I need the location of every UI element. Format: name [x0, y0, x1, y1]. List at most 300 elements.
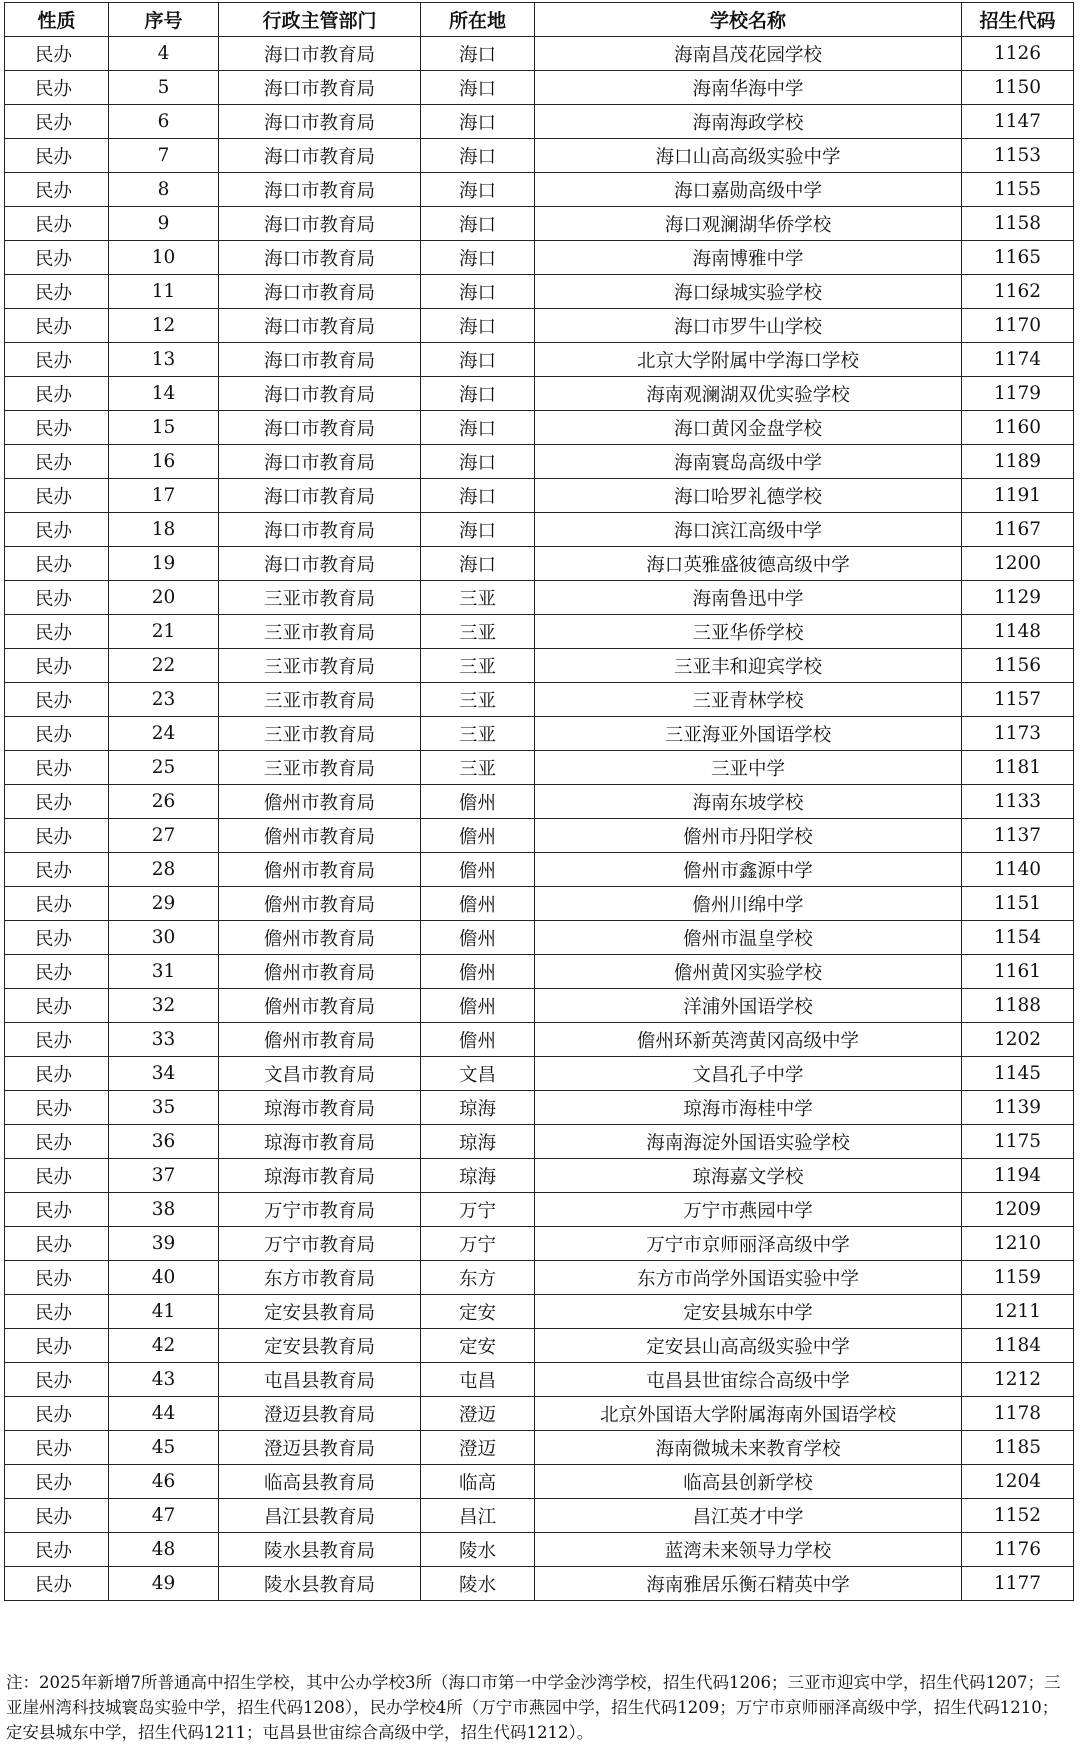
cell-nature: 民办 — [5, 751, 109, 785]
cell-school-name: 琼海市海桂中学 — [535, 1091, 962, 1125]
cell-nature: 民办 — [5, 921, 109, 955]
cell-location: 儋州 — [421, 819, 535, 853]
cell-school-name: 定安县城东中学 — [535, 1295, 962, 1329]
cell-school-name: 东方市尚学外国语实验中学 — [535, 1261, 962, 1295]
cell-code: 1175 — [962, 1125, 1074, 1159]
cell-seq: 24 — [109, 717, 219, 751]
cell-location: 海口 — [421, 411, 535, 445]
cell-nature: 民办 — [5, 717, 109, 751]
cell-school-name: 海南寰岛高级中学 — [535, 445, 962, 479]
cell-location: 琼海 — [421, 1091, 535, 1125]
cell-department: 儋州市教育局 — [219, 921, 421, 955]
cell-nature: 民办 — [5, 1567, 109, 1601]
cell-department: 三亚市教育局 — [219, 615, 421, 649]
cell-code: 1179 — [962, 377, 1074, 411]
cell-seq: 33 — [109, 1023, 219, 1057]
cell-school-name: 海口滨江高级中学 — [535, 513, 962, 547]
cell-seq: 7 — [109, 139, 219, 173]
cell-nature: 民办 — [5, 1329, 109, 1363]
cell-code: 1200 — [962, 547, 1074, 581]
cell-seq: 38 — [109, 1193, 219, 1227]
cell-department: 海口市教育局 — [219, 445, 421, 479]
cell-nature: 民办 — [5, 1091, 109, 1125]
cell-code: 1212 — [962, 1363, 1074, 1397]
cell-department: 三亚市教育局 — [219, 717, 421, 751]
cell-school-name: 儋州市丹阳学校 — [535, 819, 962, 853]
cell-school-name: 儋州川绵中学 — [535, 887, 962, 921]
cell-code: 1158 — [962, 207, 1074, 241]
cell-seq: 6 — [109, 105, 219, 139]
cell-seq: 20 — [109, 581, 219, 615]
cell-nature: 民办 — [5, 1431, 109, 1465]
table-row — [5, 649, 1074, 683]
cell-nature: 民办 — [5, 377, 109, 411]
table-row — [5, 751, 1074, 785]
cell-nature: 民办 — [5, 581, 109, 615]
cell-seq: 32 — [109, 989, 219, 1023]
header-location: 所在地 — [421, 3, 535, 37]
cell-location: 三亚 — [421, 683, 535, 717]
cell-code: 1194 — [962, 1159, 1074, 1193]
cell-seq: 35 — [109, 1091, 219, 1125]
cell-department: 海口市教育局 — [219, 105, 421, 139]
cell-department: 海口市教育局 — [219, 173, 421, 207]
cell-school-name: 海南雅居乐衡石精英中学 — [535, 1567, 962, 1601]
cell-department: 琼海市教育局 — [219, 1091, 421, 1125]
cell-code: 1157 — [962, 683, 1074, 717]
table-row — [5, 1329, 1074, 1363]
cell-school-name: 海南海政学校 — [535, 105, 962, 139]
cell-school-name: 三亚中学 — [535, 751, 962, 785]
cell-department: 陵水县教育局 — [219, 1567, 421, 1601]
cell-code: 1191 — [962, 479, 1074, 513]
cell-department: 三亚市教育局 — [219, 649, 421, 683]
cell-school-name: 儋州市鑫源中学 — [535, 853, 962, 887]
table-row — [5, 955, 1074, 989]
cell-department: 儋州市教育局 — [219, 955, 421, 989]
school-list-sheet — [4, 2, 1073, 1601]
cell-location: 琼海 — [421, 1125, 535, 1159]
cell-school-name: 儋州市温皇学校 — [535, 921, 962, 955]
table-row — [5, 819, 1074, 853]
cell-department: 琼海市教育局 — [219, 1125, 421, 1159]
cell-school-name: 海南微城未来教育学校 — [535, 1431, 962, 1465]
cell-code: 1126 — [962, 37, 1074, 71]
table-row — [5, 1057, 1074, 1091]
cell-seq: 23 — [109, 683, 219, 717]
cell-school-name: 儋州黄冈实验学校 — [535, 955, 962, 989]
cell-code: 1151 — [962, 887, 1074, 921]
cell-seq: 12 — [109, 309, 219, 343]
cell-nature: 民办 — [5, 1227, 109, 1261]
cell-location: 三亚 — [421, 717, 535, 751]
cell-location: 定安 — [421, 1329, 535, 1363]
cell-department: 海口市教育局 — [219, 309, 421, 343]
cell-department: 海口市教育局 — [219, 275, 421, 309]
table-row — [5, 275, 1074, 309]
cell-location: 三亚 — [421, 751, 535, 785]
table-row — [5, 1227, 1074, 1261]
table-row — [5, 989, 1074, 1023]
cell-nature: 民办 — [5, 989, 109, 1023]
table-row — [5, 479, 1074, 513]
cell-nature: 民办 — [5, 615, 109, 649]
cell-code: 1162 — [962, 275, 1074, 309]
cell-school-name: 万宁市京师丽泽高级中学 — [535, 1227, 962, 1261]
table-row — [5, 1499, 1074, 1533]
cell-code: 1140 — [962, 853, 1074, 887]
cell-nature: 民办 — [5, 853, 109, 887]
cell-location: 儋州 — [421, 887, 535, 921]
cell-code: 1139 — [962, 1091, 1074, 1125]
cell-department: 定安县教育局 — [219, 1295, 421, 1329]
cell-department: 东方市教育局 — [219, 1261, 421, 1295]
cell-code: 1176 — [962, 1533, 1074, 1567]
cell-code: 1209 — [962, 1193, 1074, 1227]
cell-department: 海口市教育局 — [219, 479, 421, 513]
table-row — [5, 1091, 1074, 1125]
cell-location: 文昌 — [421, 1057, 535, 1091]
cell-department: 海口市教育局 — [219, 139, 421, 173]
cell-department: 三亚市教育局 — [219, 683, 421, 717]
cell-department: 海口市教育局 — [219, 71, 421, 105]
cell-seq: 36 — [109, 1125, 219, 1159]
cell-school-name: 临高县创新学校 — [535, 1465, 962, 1499]
cell-nature: 民办 — [5, 649, 109, 683]
table-row — [5, 173, 1074, 207]
table-row — [5, 241, 1074, 275]
cell-code: 1137 — [962, 819, 1074, 853]
cell-nature: 民办 — [5, 37, 109, 71]
cell-location: 屯昌 — [421, 1363, 535, 1397]
table-row — [5, 1567, 1074, 1601]
cell-department: 定安县教育局 — [219, 1329, 421, 1363]
cell-department: 儋州市教育局 — [219, 887, 421, 921]
cell-seq: 47 — [109, 1499, 219, 1533]
cell-location: 定安 — [421, 1295, 535, 1329]
table-row — [5, 853, 1074, 887]
table-row — [5, 785, 1074, 819]
cell-location: 海口 — [421, 343, 535, 377]
cell-location: 万宁 — [421, 1193, 535, 1227]
cell-seq: 15 — [109, 411, 219, 445]
table-row — [5, 1533, 1074, 1567]
cell-seq: 19 — [109, 547, 219, 581]
cell-school-name: 定安县山高高级实验中学 — [535, 1329, 962, 1363]
cell-code: 1165 — [962, 241, 1074, 275]
cell-nature: 民办 — [5, 785, 109, 819]
cell-code: 1211 — [962, 1295, 1074, 1329]
cell-nature: 民办 — [5, 955, 109, 989]
cell-school-name: 海口绿城实验学校 — [535, 275, 962, 309]
cell-department: 万宁市教育局 — [219, 1193, 421, 1227]
cell-nature: 民办 — [5, 275, 109, 309]
cell-department: 儋州市教育局 — [219, 853, 421, 887]
table-row — [5, 1363, 1074, 1397]
cell-code: 1185 — [962, 1431, 1074, 1465]
cell-department: 儋州市教育局 — [219, 1023, 421, 1057]
cell-code: 1153 — [962, 139, 1074, 173]
cell-location: 海口 — [421, 37, 535, 71]
cell-code: 1189 — [962, 445, 1074, 479]
cell-location: 儋州 — [421, 1023, 535, 1057]
cell-seq: 48 — [109, 1533, 219, 1567]
cell-location: 东方 — [421, 1261, 535, 1295]
cell-seq: 34 — [109, 1057, 219, 1091]
table-row — [5, 445, 1074, 479]
cell-department: 屯昌县教育局 — [219, 1363, 421, 1397]
cell-nature: 民办 — [5, 1363, 109, 1397]
cell-seq: 42 — [109, 1329, 219, 1363]
cell-seq: 46 — [109, 1465, 219, 1499]
cell-seq: 22 — [109, 649, 219, 683]
table-row — [5, 921, 1074, 955]
cell-location: 海口 — [421, 139, 535, 173]
cell-department: 海口市教育局 — [219, 411, 421, 445]
cell-nature: 民办 — [5, 547, 109, 581]
cell-school-name: 海南华海中学 — [535, 71, 962, 105]
cell-nature: 民办 — [5, 1057, 109, 1091]
cell-seq: 9 — [109, 207, 219, 241]
cell-code: 1150 — [962, 71, 1074, 105]
cell-nature: 民办 — [5, 207, 109, 241]
cell-seq: 43 — [109, 1363, 219, 1397]
cell-nature: 民办 — [5, 1465, 109, 1499]
cell-school-name: 海南博雅中学 — [535, 241, 962, 275]
school-table — [4, 2, 1074, 1601]
cell-seq: 44 — [109, 1397, 219, 1431]
cell-code: 1152 — [962, 1499, 1074, 1533]
cell-seq: 40 — [109, 1261, 219, 1295]
cell-code: 1161 — [962, 955, 1074, 989]
table-row — [5, 683, 1074, 717]
cell-location: 临高 — [421, 1465, 535, 1499]
cell-seq: 28 — [109, 853, 219, 887]
cell-school-name: 文昌孔子中学 — [535, 1057, 962, 1091]
table-row — [5, 513, 1074, 547]
cell-code: 1210 — [962, 1227, 1074, 1261]
cell-seq: 30 — [109, 921, 219, 955]
cell-nature: 民办 — [5, 1261, 109, 1295]
cell-location: 海口 — [421, 105, 535, 139]
cell-code: 1202 — [962, 1023, 1074, 1057]
cell-location: 海口 — [421, 173, 535, 207]
cell-nature: 民办 — [5, 241, 109, 275]
cell-code: 1174 — [962, 343, 1074, 377]
cell-location: 儋州 — [421, 853, 535, 887]
cell-seq: 25 — [109, 751, 219, 785]
cell-school-name: 海口观澜湖华侨学校 — [535, 207, 962, 241]
cell-location: 三亚 — [421, 615, 535, 649]
cell-department: 儋州市教育局 — [219, 785, 421, 819]
table-row — [5, 887, 1074, 921]
cell-location: 海口 — [421, 547, 535, 581]
cell-department: 万宁市教育局 — [219, 1227, 421, 1261]
cell-school-name: 海口山高高级实验中学 — [535, 139, 962, 173]
cell-school-name: 蓝湾未来领导力学校 — [535, 1533, 962, 1567]
cell-location: 海口 — [421, 445, 535, 479]
cell-school-name: 洋浦外国语学校 — [535, 989, 962, 1023]
cell-nature: 民办 — [5, 513, 109, 547]
table-row — [5, 1193, 1074, 1227]
cell-code: 1148 — [962, 615, 1074, 649]
cell-school-name: 三亚青林学校 — [535, 683, 962, 717]
cell-location: 儋州 — [421, 955, 535, 989]
table-row — [5, 717, 1074, 751]
cell-code: 1154 — [962, 921, 1074, 955]
cell-location: 海口 — [421, 479, 535, 513]
cell-nature: 民办 — [5, 1023, 109, 1057]
cell-nature: 民办 — [5, 479, 109, 513]
cell-school-name: 三亚海亚外国语学校 — [535, 717, 962, 751]
table-row — [5, 547, 1074, 581]
cell-school-name: 昌江英才中学 — [535, 1499, 962, 1533]
table-row — [5, 37, 1074, 71]
cell-school-name: 北京外国语大学附属海南外国语学校 — [535, 1397, 962, 1431]
cell-nature: 民办 — [5, 1295, 109, 1329]
cell-location: 陵水 — [421, 1533, 535, 1567]
table-row — [5, 343, 1074, 377]
cell-seq: 31 — [109, 955, 219, 989]
cell-seq: 14 — [109, 377, 219, 411]
cell-seq: 37 — [109, 1159, 219, 1193]
cell-nature: 民办 — [5, 71, 109, 105]
table-row — [5, 71, 1074, 105]
cell-location: 海口 — [421, 275, 535, 309]
table-row — [5, 1159, 1074, 1193]
cell-location: 海口 — [421, 309, 535, 343]
header-nature: 性质 — [5, 3, 109, 37]
table-row — [5, 411, 1074, 445]
cell-seq: 26 — [109, 785, 219, 819]
cell-location: 陵水 — [421, 1567, 535, 1601]
cell-school-name: 海口市罗牛山学校 — [535, 309, 962, 343]
table-row — [5, 139, 1074, 173]
cell-department: 琼海市教育局 — [219, 1159, 421, 1193]
cell-code: 1129 — [962, 581, 1074, 615]
cell-nature: 民办 — [5, 1159, 109, 1193]
header-school-name: 学校名称 — [535, 3, 962, 37]
cell-location: 三亚 — [421, 649, 535, 683]
cell-location: 琼海 — [421, 1159, 535, 1193]
cell-seq: 41 — [109, 1295, 219, 1329]
table-row — [5, 1125, 1074, 1159]
header-seq: 序号 — [109, 3, 219, 37]
cell-code: 1177 — [962, 1567, 1074, 1601]
cell-nature: 民办 — [5, 309, 109, 343]
cell-location: 儋州 — [421, 921, 535, 955]
cell-location: 澄迈 — [421, 1397, 535, 1431]
cell-seq: 27 — [109, 819, 219, 853]
cell-nature: 民办 — [5, 411, 109, 445]
cell-code: 1147 — [962, 105, 1074, 139]
cell-school-name: 儋州环新英湾黄冈高级中学 — [535, 1023, 962, 1057]
cell-location: 澄迈 — [421, 1431, 535, 1465]
cell-code: 1167 — [962, 513, 1074, 547]
cell-school-name: 海口嘉勋高级中学 — [535, 173, 962, 207]
cell-school-name: 北京大学附属中学海口学校 — [535, 343, 962, 377]
table-row — [5, 377, 1074, 411]
table-row — [5, 1397, 1074, 1431]
cell-seq: 5 — [109, 71, 219, 105]
cell-school-name: 海口英雅盛彼德高级中学 — [535, 547, 962, 581]
cell-nature: 民办 — [5, 139, 109, 173]
cell-department: 文昌市教育局 — [219, 1057, 421, 1091]
cell-location: 三亚 — [421, 581, 535, 615]
cell-location: 儋州 — [421, 785, 535, 819]
cell-department: 澄迈县教育局 — [219, 1397, 421, 1431]
table-row — [5, 1465, 1074, 1499]
cell-nature: 民办 — [5, 1125, 109, 1159]
cell-nature: 民办 — [5, 887, 109, 921]
cell-nature: 民办 — [5, 1533, 109, 1567]
cell-seq: 29 — [109, 887, 219, 921]
cell-seq: 49 — [109, 1567, 219, 1601]
cell-location: 昌江 — [421, 1499, 535, 1533]
table-header-row — [5, 3, 1074, 37]
cell-seq: 16 — [109, 445, 219, 479]
cell-department: 三亚市教育局 — [219, 751, 421, 785]
cell-school-name: 海南鲁迅中学 — [535, 581, 962, 615]
cell-school-name: 万宁市燕园中学 — [535, 1193, 962, 1227]
cell-department: 海口市教育局 — [219, 377, 421, 411]
cell-location: 海口 — [421, 377, 535, 411]
cell-location: 海口 — [421, 241, 535, 275]
cell-code: 1181 — [962, 751, 1074, 785]
cell-department: 海口市教育局 — [219, 241, 421, 275]
cell-nature: 民办 — [5, 1397, 109, 1431]
header-department: 行政主管部门 — [219, 3, 421, 37]
cell-department: 儋州市教育局 — [219, 989, 421, 1023]
table-row — [5, 105, 1074, 139]
cell-department: 儋州市教育局 — [219, 819, 421, 853]
cell-nature: 民办 — [5, 445, 109, 479]
header-code: 招生代码 — [962, 3, 1074, 37]
cell-school-name: 琼海嘉文学校 — [535, 1159, 962, 1193]
cell-nature: 民办 — [5, 1193, 109, 1227]
cell-school-name: 海南观澜湖双优实验学校 — [535, 377, 962, 411]
cell-department: 海口市教育局 — [219, 513, 421, 547]
cell-school-name: 海南东坡学校 — [535, 785, 962, 819]
cell-seq: 11 — [109, 275, 219, 309]
cell-department: 陵水县教育局 — [219, 1533, 421, 1567]
cell-location: 海口 — [421, 513, 535, 547]
table-row — [5, 1261, 1074, 1295]
cell-code: 1170 — [962, 309, 1074, 343]
cell-seq: 4 — [109, 37, 219, 71]
cell-location: 万宁 — [421, 1227, 535, 1261]
cell-nature: 民办 — [5, 105, 109, 139]
cell-department: 海口市教育局 — [219, 547, 421, 581]
cell-code: 1178 — [962, 1397, 1074, 1431]
cell-code: 1155 — [962, 173, 1074, 207]
table-row — [5, 309, 1074, 343]
cell-code: 1184 — [962, 1329, 1074, 1363]
cell-seq: 13 — [109, 343, 219, 377]
cell-seq: 8 — [109, 173, 219, 207]
cell-school-name: 海南海淀外国语实验学校 — [535, 1125, 962, 1159]
footnote: 注：2025年新增7所普通高中招生学校，其中公办学校3所（海口市第一中学金沙湾学校，招生代码1206；三亚市迎宾中学，招生代码1207；三亚崖州湾科技城寰岛实验中学，招生代码1208），民办学校4所（万宁市燕园中学，招生代码1209；万宁市京师丽泽高级中学，招生代码1210；定安县城东中学，招生代码1211；屯昌县世宙综合高级中学，招生代码1212）。 — [6, 1673, 1061, 1742]
table-row — [5, 1295, 1074, 1329]
cell-school-name: 三亚华侨学校 — [535, 615, 962, 649]
cell-nature: 民办 — [5, 343, 109, 377]
table-row — [5, 615, 1074, 649]
cell-seq: 39 — [109, 1227, 219, 1261]
cell-code: 1173 — [962, 717, 1074, 751]
cell-seq: 10 — [109, 241, 219, 275]
cell-school-name: 海南昌茂花园学校 — [535, 37, 962, 71]
cell-code: 1145 — [962, 1057, 1074, 1091]
